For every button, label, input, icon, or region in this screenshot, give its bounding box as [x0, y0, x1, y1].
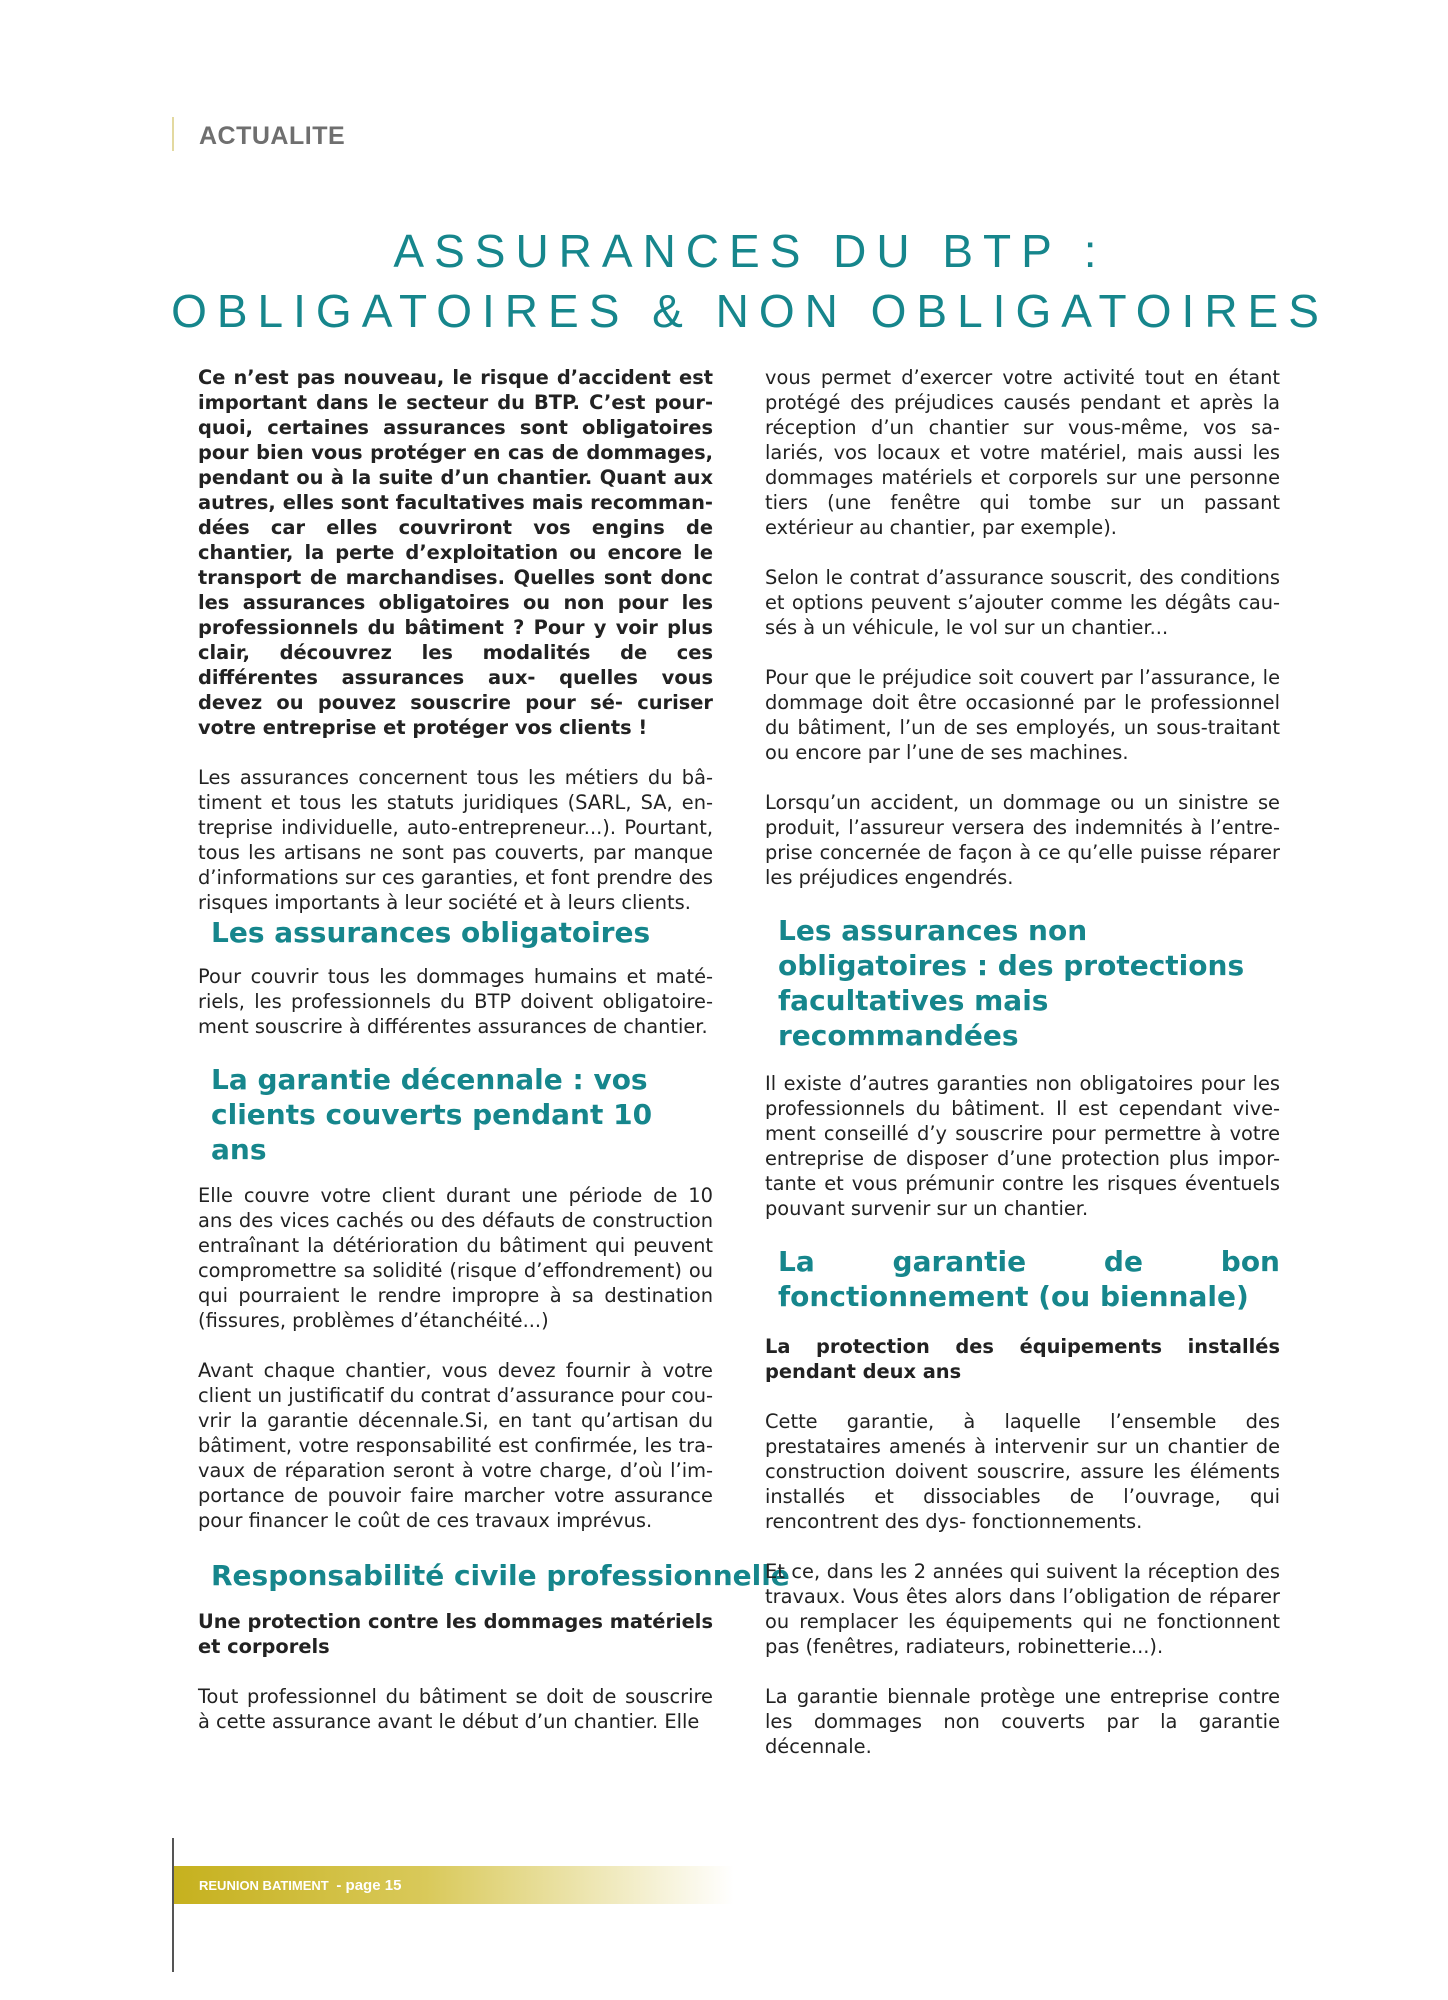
section-label: ACTUALITE [199, 122, 346, 150]
page-title [140, 221, 1360, 341]
heading-assurances-non-obligatoires: Les assurances non obligatoires : des protections facultatives mais recommandées [778, 914, 1245, 1052]
paragraph: Les assurances concernent tous les métiers du bâ- timent et tous les statuts juridiques (SARL, SA, en- treprise individuelle, auto-entrepreneur...). Pourtant, tous les artisans ne sont pas couverts, par manque d’informations sur ces garanties, et font prendre des risques importants à leur société et à leurs clients. [198, 766, 713, 914]
page-number: - page 15 [336, 1877, 402, 1894]
heading-assurances-obligatoires: Les assurances obligatoires [211, 916, 651, 949]
heading-responsabilite-civile: Responsabilité civile professionnelle [211, 1559, 790, 1592]
left-column [198, 365, 790, 1759]
header-rule [172, 117, 174, 151]
paragraph: Pour que le préjudice soit couvert par l’assurance, le dommage doit être occasionné par le professionnel du bâtiment, l’un de ses employés, un sous-traitant ou encore par l’une de ses machines. [765, 666, 1280, 764]
right-column [765, 365, 1280, 1784]
paragraph: Tout professionnel du bâtiment se doit de souscrire à cette assurance avant le début d’un chantier. Elle [198, 1685, 713, 1733]
footer [199, 1877, 401, 1894]
paragraph: Elle couvre votre client durant une période de 10 ans des vices cachés ou des défauts de construction entraînant la détérioration du bâtiment qui peuvent compromettre sa solidité (risque d’effondrement) ou qui pourraient le rendre impropre à sa destination (fissures, problèmes d’étanchéité...) [198, 1184, 713, 1332]
paragraph: Cette garantie, à laquelle l’ensemble des prestataires amenés à intervenir sur un chantier de construction doivent souscrire, assure les éléments installés et dissociables de l’ouvrage, qui rencontrent des dys- fonctionnements. [765, 1410, 1280, 1533]
paragraph: La garantie biennale protège une entreprise contre les dommages non couverts par la garantie décennale. [765, 1685, 1280, 1758]
subheading: Une protection contre les dommages matériels et corporels [198, 1610, 713, 1658]
subheading: La protection des équipements installés pendant deux ans [765, 1335, 1280, 1383]
paragraph: Et ce, dans les 2 années qui suivent la réception des travaux. Vous êtes alors dans l’obligation de réparer ou remplacer les équipements qui ne fonctionnent pas (fenêtres, radiateurs, robinetterie...). [765, 1560, 1280, 1658]
paragraph: Pour couvrir tous les dommages humains et maté- riels, les professionnels du BTP doivent obligatoire- ment souscrire à différentes assurances de chantier. [198, 965, 713, 1038]
paragraph: Lorsqu’un accident, un dommage ou un sinistre se produit, l’assureur versera des indemnités à l’entre- prise concernée de façon à ce qu’elle puisse réparer les préjudices engendrés. [765, 791, 1280, 889]
title-line-1: ASSURANCES DU BTP : [393, 224, 1107, 277]
paragraph: Avant chaque chantier, vous devez fournir à votre client un justificatif du contrat d’assurance pour cou- vrir la garantie décennale.Si, en tant qu’artisan du bâtiment, votre responsabilité est confirmée, les tra- vaux de réparation seront à votre charge, d’où l’im- portance de pouvoir faire marcher votre assurance pour financer le coût de ces travaux imprévus. [198, 1359, 713, 1532]
heading-garantie-biennale: La garantie de bon fonctionnement (ou biennale) [778, 1245, 1280, 1313]
title-line-2: OBLIGATOIRES & NON OBLIGATOIRES [171, 284, 1329, 337]
paragraph: Il existe d’autres garanties non obligatoires pour les professionnels du bâtiment. Il est cependant vive- ment conseillé d’y souscrire pour permettre à votre entreprise de disposer d’une protection plus impor- tante et vous prémunir contre les risques éventuels pouvant survenir sur un chantier. [765, 1072, 1280, 1220]
paragraph: Selon le contrat d’assurance souscrit, des conditions et options peuvent s’ajouter comme les dégâts cau- sés à un véhicule, le vol sur un chantier... [765, 566, 1280, 639]
magazine-name: REUNION BATIMENT [199, 1878, 329, 1893]
intro-paragraph: Ce n’est pas nouveau, le risque d’accident est important dans le secteur du BTP. C’est pour- quoi, certaines assurances sont obligatoires pour bien vous protéger en cas de dommages, pendant ou à la suite d’un chantier. Quant aux autres, elles sont facultatives mais recomman- dées car elles couvriront vos engins de chantier, la perte d’exploitation ou encore le transport de marchandises. Quelles sont donc les assurances obligatoires ou non pour les professionnels du bâtiment ? Pour y voir plus clair, découvrez les modalités de ces différentes assurances aux- quelles vous devez ou pouvez souscrire pour sé- curiser votre entreprise et protéger vos clients ! [198, 366, 713, 739]
paragraph: vous permet d’exercer votre activité tout en étant protégé des préjudices causés pendant et après la réception d’un chantier sur vous-même, vos sa- lariés, vos locaux et votre matériel, mais aussi les dommages matériels et corporels sur une personne tiers (une fenêtre qui tombe sur un passant extérieur au chantier, par exemple). [765, 366, 1280, 539]
footer-rule [172, 1838, 174, 1972]
heading-garantie-decennale: La garantie décennale : vos clients couverts pendant 10 ans [211, 1063, 653, 1166]
